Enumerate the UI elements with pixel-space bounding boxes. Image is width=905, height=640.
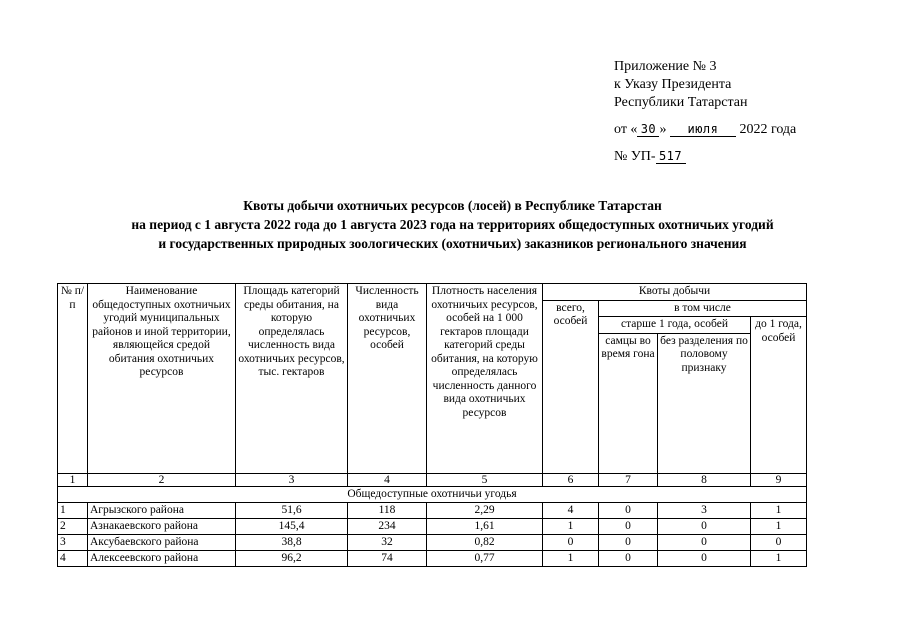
cell-total: 1 (543, 518, 599, 534)
date-day: 30 (637, 123, 659, 137)
cell-males: 0 (599, 502, 658, 518)
appendix-block (614, 58, 796, 166)
cell-area: 51,6 (236, 502, 348, 518)
title-line-1: Квоты добычи охотничьих ресурсов (лосей) в Республике Татарстан (243, 198, 662, 213)
header-name: Наименование общедоступных охотничьих угодий муниципальных районов и иной территории, являющейся средой обитания охотничьих ресурсов (88, 284, 236, 474)
cell-no: 3 (58, 534, 88, 550)
cell-total: 4 (543, 502, 599, 518)
cell-under1: 0 (751, 534, 807, 550)
header-row-1 (58, 284, 807, 301)
appendix-line-3: Республики Татарстан (614, 95, 748, 110)
cell-density: 0,82 (427, 534, 543, 550)
cell-no: 1 (58, 502, 88, 518)
section-title: Общедоступные охотничьи угодья (58, 486, 807, 502)
table-row (58, 502, 807, 518)
header-total: всего, особей (543, 300, 599, 473)
table-row (58, 550, 807, 566)
cell-no: 2 (58, 518, 88, 534)
cell-under1: 1 (751, 502, 807, 518)
cell-population: 32 (348, 534, 427, 550)
cell-name: Алексеевского района (88, 550, 236, 566)
cell-density: 0,77 (427, 550, 543, 566)
column-number: 9 (751, 473, 807, 486)
header-density: Плотность населения охотничьих ресурсов, особей на 1 000 гектаров площади категорий среды обитания, на которую определялась численность данного вида охотничьих ресурсов (427, 284, 543, 474)
header-males: самцы во время гона (599, 333, 658, 473)
cell-area: 145,4 (236, 518, 348, 534)
cell-males: 0 (599, 550, 658, 566)
cell-area: 96,2 (236, 550, 348, 566)
document-title (0, 196, 905, 253)
cell-under1: 1 (751, 550, 807, 566)
date-prefix: от « (614, 122, 638, 137)
header-population: Численность вида охотничьих ресурсов, особей (348, 284, 427, 474)
section-row (58, 486, 807, 502)
cell-males: 0 (599, 534, 658, 550)
header-no-sex: без разделения по половому признаку (658, 333, 751, 473)
cell-no: 4 (58, 550, 88, 566)
cell-density: 2,29 (427, 502, 543, 518)
column-number: 3 (236, 473, 348, 486)
appendix-number (614, 148, 796, 166)
cell-population: 234 (348, 518, 427, 534)
date-mid: » (659, 122, 667, 137)
cell-population: 118 (348, 502, 427, 518)
cell-no-sex: 0 (658, 518, 751, 534)
cell-total: 1 (543, 550, 599, 566)
table-row (58, 534, 807, 550)
cell-area: 38,8 (236, 534, 348, 550)
appendix-date (614, 121, 796, 139)
cell-name: Азнакаевского района (88, 518, 236, 534)
header-including: в том числе (599, 300, 807, 317)
cell-under1: 1 (751, 518, 807, 534)
header-no: № п/п (58, 284, 88, 474)
quota-table (57, 283, 807, 567)
column-numbers-row (58, 473, 807, 486)
appendix-line-2: к Указу Президента (614, 77, 732, 92)
number-prefix: № УП- (614, 149, 656, 164)
cell-no-sex: 0 (658, 550, 751, 566)
cell-density: 1,61 (427, 518, 543, 534)
column-number: 4 (348, 473, 427, 486)
date-month: июля (670, 123, 736, 137)
title-line-3: и государственных природных зоологических (охотничьих) заказников регионального значения (158, 236, 747, 251)
title-line-2: на период с 1 августа 2022 года до 1 августа 2023 года на территориях общедоступных охотничьих угодий (131, 217, 774, 232)
column-number: 2 (88, 473, 236, 486)
header-under1: до 1 года, особей (751, 317, 807, 474)
header-older: старше 1 года, особей (599, 317, 751, 334)
column-number: 8 (658, 473, 751, 486)
column-number: 7 (599, 473, 658, 486)
number-value: 517 (656, 150, 686, 164)
cell-no-sex: 3 (658, 502, 751, 518)
cell-males: 0 (599, 518, 658, 534)
header-quotas: Квоты добычи (543, 284, 807, 301)
cell-name: Аксубаевского района (88, 534, 236, 550)
date-year: 2022 года (739, 122, 797, 137)
column-number: 1 (58, 473, 88, 486)
header-area: Площадь категорий среды обитания, на которую определялась численность вида охотничьих ресурсов, тыс. гектаров (236, 284, 348, 474)
cell-no-sex: 0 (658, 534, 751, 550)
cell-name: Агрызского района (88, 502, 236, 518)
column-number: 6 (543, 473, 599, 486)
cell-total: 0 (543, 534, 599, 550)
cell-population: 74 (348, 550, 427, 566)
appendix-line-1: Приложение № 3 (614, 59, 717, 74)
table-row (58, 518, 807, 534)
column-number: 5 (427, 473, 543, 486)
